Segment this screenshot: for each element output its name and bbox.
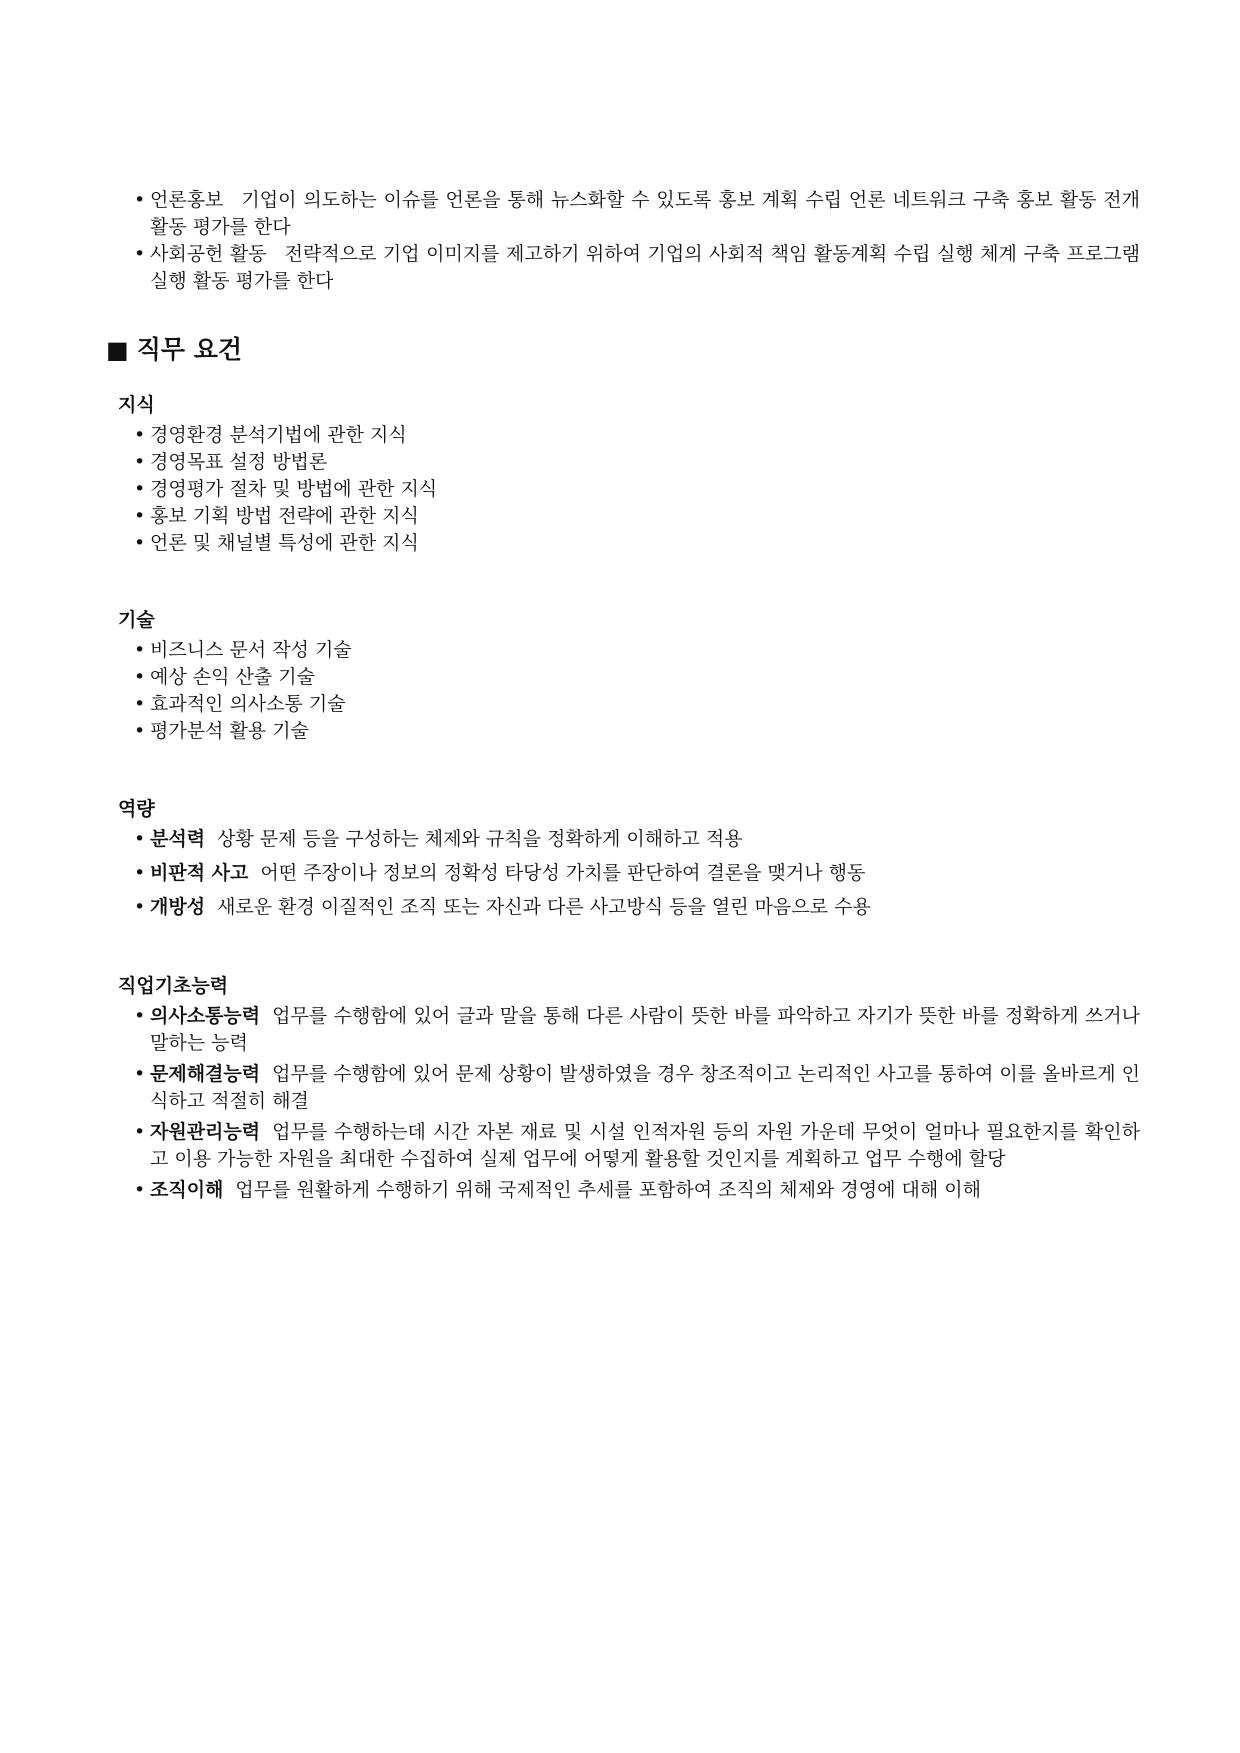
bullet-icon: • bbox=[134, 862, 146, 884]
bullet-icon: • bbox=[134, 424, 146, 446]
list-item bbox=[134, 664, 352, 691]
section-title bbox=[106, 333, 242, 367]
item-term: 개방성 bbox=[150, 896, 206, 918]
list-item bbox=[134, 503, 437, 530]
bullet-icon: • bbox=[134, 639, 146, 661]
item-text: 효과적인 의사소통 기술 bbox=[150, 693, 346, 715]
list-item bbox=[134, 187, 1140, 241]
bullet-icon: • bbox=[134, 243, 146, 265]
bullet-icon: • bbox=[134, 1179, 146, 1201]
group-title: 직업기초능력 bbox=[118, 975, 229, 997]
item-text: 상황 문제 등을 구성하는 체제와 규칙을 정확하게 이해하고 적용 bbox=[217, 828, 743, 850]
item-text: 업무를 원활하게 수행하기 위해 국제적인 추세를 포함하여 조직의 체제와 경영에 대해 이해 bbox=[235, 1179, 981, 1201]
item-text: 새로운 환경 이질적인 조직 또는 자신과 다른 사고방식 등을 열린 마음으로 수용 bbox=[217, 896, 871, 918]
list-item bbox=[134, 894, 871, 921]
bullet-icon: • bbox=[134, 1121, 146, 1143]
item-text: 홍보 기획 방법 전략에 관한 지식 bbox=[150, 505, 419, 527]
item-text: 어떤 주장이나 정보의 정확성 타당성 가치를 판단하여 결론을 맺거나 행동 bbox=[260, 862, 866, 884]
competency-group bbox=[118, 796, 871, 928]
basic-abilities-list bbox=[134, 1003, 1140, 1204]
item-text: 경영목표 설정 방법론 bbox=[150, 451, 328, 473]
list-item bbox=[134, 422, 437, 449]
item-text: 기업이 의도하는 이슈를 언론을 통해 뉴스화할 수 있도록 홍보 계획 수립 언론 네트워크 구축 홍보 활동 전개 활동 평가를 한다 bbox=[150, 189, 1140, 238]
bullet-icon: • bbox=[134, 451, 146, 473]
bullet-icon: • bbox=[134, 478, 146, 500]
competency-list bbox=[134, 826, 871, 921]
item-term: 언론홍보 bbox=[150, 189, 224, 211]
item-text: 전략적으로 기업 이미지를 제고하기 위하여 기업의 사회적 책임 활동계획 수립 실행 체계 구축 프로그램 실행 활동 평가를 한다 bbox=[150, 243, 1140, 292]
list-item bbox=[134, 476, 438, 503]
list-item bbox=[134, 1061, 1140, 1115]
list-item bbox=[134, 637, 352, 664]
item-term: 사회공헌 활동 bbox=[150, 243, 267, 265]
bullet-icon: • bbox=[134, 666, 146, 688]
item-text: 업무를 수행함에 있어 문제 상황이 발생하였을 경우 창조적이고 논리적인 사고를 통하여 이를 올바르게 인식하고 적절히 해결 bbox=[150, 1063, 1140, 1112]
section-title-text: 직무 요건 bbox=[136, 335, 242, 364]
bullet-icon: • bbox=[134, 896, 146, 918]
item-text: 비즈니스 문서 작성 기술 bbox=[150, 639, 352, 661]
bullet-icon: • bbox=[134, 1063, 146, 1085]
list-item bbox=[134, 1003, 1140, 1057]
item-term: 문제해결능력 bbox=[150, 1063, 261, 1085]
item-term: 의사소통능력 bbox=[150, 1005, 261, 1027]
skills-list bbox=[134, 637, 352, 745]
square-marker-icon: ■ bbox=[106, 336, 129, 364]
item-text: 업무를 수행함에 있어 글과 말을 통해 다른 사람이 뜻한 바를 파악하고 자기가 뜻한 바를 정확하게 쓰거나 말하는 능력 bbox=[150, 1005, 1140, 1054]
item-text: 예상 손익 산출 기술 bbox=[150, 666, 315, 688]
knowledge-group bbox=[118, 392, 437, 557]
bullet-icon: • bbox=[134, 532, 146, 554]
list-item bbox=[134, 449, 437, 476]
item-text: 언론 및 채널별 특성에 관한 지식 bbox=[150, 532, 419, 554]
bullet-icon: • bbox=[134, 189, 146, 211]
list-item bbox=[134, 1177, 1140, 1204]
item-text: 업무를 수행하는데 시간 자본 재료 및 시설 인적자원 등의 자원 가운데 무엇이 얼마나 필요한지를 확인하고 이용 가능한 자원을 최대한 수집하여 실제 업무에 어떻게 활용할 것인지를 계획하고 업무 수행에 할당 bbox=[150, 1121, 1140, 1170]
item-text: 경영환경 분석기법에 관한 지식 bbox=[150, 424, 407, 446]
group-title: 역량 bbox=[118, 798, 155, 820]
bullet-icon: • bbox=[134, 505, 146, 527]
item-term: 자원관리능력 bbox=[150, 1121, 261, 1143]
item-text: 경영평가 절차 및 방법에 관한 지식 bbox=[150, 478, 438, 500]
skills-group bbox=[118, 607, 352, 745]
item-term: 비판적 사고 bbox=[150, 862, 249, 884]
list-item bbox=[134, 530, 437, 557]
bullet-icon: • bbox=[134, 828, 146, 850]
item-term: 분석력 bbox=[150, 828, 206, 850]
bullet-icon: • bbox=[134, 720, 146, 742]
list-item bbox=[134, 241, 1140, 295]
list-item bbox=[134, 860, 871, 887]
bullet-icon: • bbox=[134, 1005, 146, 1027]
list-item bbox=[134, 718, 352, 745]
basic-abilities-group bbox=[118, 973, 1138, 1208]
list-item bbox=[134, 691, 352, 718]
bullet-icon: • bbox=[134, 693, 146, 715]
group-title: 기술 bbox=[118, 609, 155, 631]
item-text: 평가분석 활용 기술 bbox=[150, 720, 309, 742]
list-item bbox=[134, 826, 871, 853]
intro-list bbox=[134, 187, 1140, 295]
item-term: 조직이해 bbox=[150, 1179, 224, 1201]
group-title: 지식 bbox=[118, 394, 155, 416]
knowledge-list bbox=[134, 422, 438, 557]
list-item bbox=[134, 1119, 1140, 1173]
